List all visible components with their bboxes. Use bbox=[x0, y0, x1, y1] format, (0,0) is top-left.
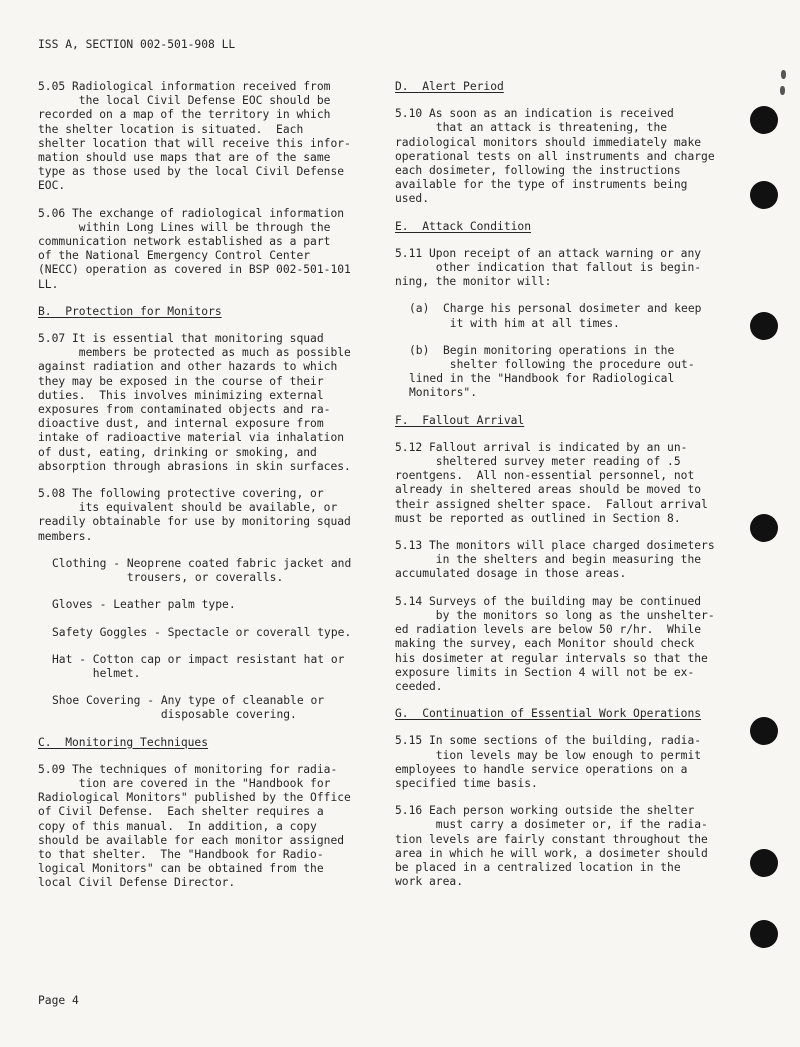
page-footer: Page 4 bbox=[38, 994, 79, 1007]
text-line: each dosimeter, following the instructions bbox=[395, 164, 681, 178]
section-heading-text: D. Alert Period bbox=[395, 80, 504, 93]
section-heading bbox=[395, 80, 735, 94]
text-line: mation should use maps that are of the same bbox=[38, 151, 331, 165]
paragraph bbox=[395, 595, 735, 694]
paragraph bbox=[395, 107, 735, 206]
text-line: tion levels may be low enough to permit bbox=[395, 748, 702, 762]
paragraph bbox=[395, 539, 735, 582]
punch-hole bbox=[750, 920, 778, 948]
text-line: employees to handle service operations on a bbox=[395, 762, 688, 776]
text-line: (a) Charge his personal dosimeter and keep bbox=[409, 302, 702, 316]
text-line: by the monitors so long as the unshelter- bbox=[395, 608, 715, 622]
list-item bbox=[52, 626, 378, 640]
paragraph bbox=[395, 804, 735, 889]
text-line: EOC. bbox=[38, 179, 66, 193]
paragraph bbox=[38, 80, 378, 194]
text-line: Shoe Covering - Any type of cleanable or bbox=[52, 694, 325, 708]
section-heading-text: G. Continuation of Essential Work Operations bbox=[395, 707, 702, 721]
text-line: exposure limits in Section 4 will not be ex- bbox=[395, 665, 695, 679]
text-line: (b) Begin monitoring operations in the bbox=[409, 343, 675, 357]
text-line: trousers, or coveralls. bbox=[52, 571, 284, 585]
text-line: his dosimeter at regular intervals so that the bbox=[395, 651, 708, 665]
left-column bbox=[38, 80, 378, 904]
text-line: making the survey, each Monitor should check bbox=[395, 637, 695, 651]
paragraph bbox=[38, 763, 378, 891]
text-line: 5.05 Radiological information received from bbox=[38, 80, 331, 93]
text-line: Clothing - Neoprene coated fabric jacket and bbox=[52, 556, 352, 570]
text-line: lined in the "Handbook for Radiological bbox=[409, 372, 675, 386]
list-item bbox=[409, 344, 735, 401]
text-line: roentgens. All non-essential personnel, not bbox=[395, 469, 695, 483]
page-header: ISS A, SECTION 002-501-908 LL bbox=[38, 38, 236, 51]
text-line: recorded on a map of the territory in which bbox=[38, 108, 331, 122]
text-line: copy of this manual. In addition, a copy bbox=[38, 819, 317, 833]
text-line: communication network established as a part bbox=[38, 235, 331, 249]
text-line: be placed in a centralized location in the bbox=[395, 860, 681, 874]
text-line: duties. This involves minimizing external bbox=[38, 388, 324, 402]
text-line: against radiation and other hazards to which bbox=[38, 360, 338, 374]
section-heading bbox=[395, 707, 735, 721]
text-line: in the shelters and begin measuring the bbox=[395, 553, 702, 567]
text-line: should be available for each monitor assigned bbox=[38, 833, 345, 847]
text-line: its equivalent should be available, or bbox=[38, 501, 338, 515]
text-line: Safety Goggles - Spectacle or coverall type. bbox=[52, 625, 352, 639]
text-line: 5.14 Surveys of the building may be continued bbox=[395, 594, 702, 608]
text-line: available for the type of instruments being bbox=[395, 178, 688, 192]
text-line: used. bbox=[395, 192, 430, 206]
text-line: area in which he will work, a dosimeter should bbox=[395, 846, 708, 860]
text-line: that an attack is threatening, the bbox=[395, 121, 668, 135]
text-line: the local Civil Defense EOC should be bbox=[38, 94, 331, 108]
punch-hole bbox=[750, 312, 778, 340]
text-line: members be protected as much as possible bbox=[38, 346, 351, 360]
text-line: specified time basis. bbox=[395, 776, 538, 790]
text-line: to that shelter. The "Handbook for Radio- bbox=[38, 847, 324, 861]
text-line: of the National Emergency Control Center bbox=[38, 249, 311, 263]
punch-hole bbox=[750, 717, 778, 745]
section-heading bbox=[38, 305, 378, 319]
text-line: 5.07 It is essential that monitoring squad bbox=[38, 332, 324, 346]
text-line: Radiological Monitors" published by the Office bbox=[38, 791, 351, 805]
text-line: other indication that fallout is begin- bbox=[395, 261, 702, 275]
list-item bbox=[52, 557, 378, 585]
text-line: members. bbox=[38, 529, 93, 543]
text-line: readily obtainable for use by monitoring squad bbox=[38, 515, 351, 529]
text-line: radiological monitors should immediately make bbox=[395, 135, 702, 149]
text-line: must be reported as outlined in Section 8. bbox=[395, 511, 681, 525]
text-line: 5.12 Fallout arrival is indicated by an un- bbox=[395, 440, 688, 454]
text-line: Gloves - Leather palm type. bbox=[52, 598, 236, 612]
section-heading bbox=[38, 736, 378, 750]
text-line: 5.16 Each person working outside the shelter bbox=[395, 804, 695, 818]
paragraph bbox=[395, 441, 735, 526]
paper-speck bbox=[781, 70, 786, 79]
text-line: shelter following the procedure out- bbox=[409, 358, 695, 372]
paragraph bbox=[38, 207, 378, 292]
text-line: tion levels are fairly constant throughout the bbox=[395, 832, 708, 846]
list-item bbox=[52, 694, 378, 722]
text-line: the shelter location is situated. Each bbox=[38, 122, 304, 136]
list-item bbox=[52, 653, 378, 681]
text-line: must carry a dosimeter or, if the radia- bbox=[395, 818, 708, 832]
text-line: local Civil Defense Director. bbox=[38, 876, 236, 890]
paragraph bbox=[395, 247, 735, 290]
section-heading bbox=[395, 220, 735, 234]
text-line: Monitors". bbox=[409, 386, 478, 400]
text-line: work area. bbox=[395, 875, 464, 889]
text-line: sheltered survey meter reading of .5 bbox=[395, 455, 681, 469]
text-line: 5.13 The monitors will place charged dosimeters bbox=[395, 539, 715, 553]
punch-hole bbox=[750, 849, 778, 877]
text-line: within Long Lines will be through the bbox=[38, 220, 331, 234]
text-line: ed radiation levels are below 50 r/hr. While bbox=[395, 623, 702, 637]
section-heading-text: C. Monitoring Techniques bbox=[38, 735, 209, 749]
text-line: ceeded. bbox=[395, 679, 443, 693]
section-heading bbox=[395, 414, 735, 428]
section-heading-text: B. Protection for Monitors bbox=[38, 304, 222, 318]
text-line: it with him at all times. bbox=[409, 316, 620, 330]
paragraph bbox=[395, 734, 735, 791]
text-line: 5.10 As soon as an indication is received bbox=[395, 107, 674, 121]
paragraph bbox=[38, 487, 378, 544]
text-line: they may be exposed in the course of their bbox=[38, 374, 324, 388]
text-line: already in sheltered areas should be moved to bbox=[395, 483, 702, 497]
paragraph bbox=[38, 332, 378, 474]
text-line: operational tests on all instruments and charge bbox=[395, 149, 715, 163]
text-line: 5.06 The exchange of radiological information bbox=[38, 206, 345, 220]
text-line: ning, the monitor will: bbox=[395, 275, 552, 289]
text-line: tion are covered in the "Handbook for bbox=[38, 776, 331, 790]
punch-hole bbox=[750, 514, 778, 542]
text-line: (NECC) operation as covered in BSP 002-501-101 bbox=[38, 263, 351, 277]
text-line: absorption through abrasions in skin surfaces. bbox=[38, 459, 351, 473]
text-line: logical Monitors" can be obtained from the bbox=[38, 862, 324, 876]
list-item bbox=[52, 598, 378, 612]
punch-hole bbox=[750, 106, 778, 134]
list-item bbox=[409, 302, 735, 330]
text-line: dioactive dust, and internal exposure from bbox=[38, 417, 324, 431]
text-line: of Civil Defense. Each shelter requires a bbox=[38, 805, 324, 819]
right-column bbox=[395, 80, 735, 902]
section-heading-text: E. Attack Condition bbox=[395, 219, 532, 233]
text-line: disposable covering. bbox=[52, 708, 297, 722]
punch-hole bbox=[750, 181, 778, 209]
text-line: exposures from contaminated objects and ra- bbox=[38, 403, 331, 417]
text-line: 5.09 The techniques of monitoring for radia- bbox=[38, 762, 338, 776]
text-line: of dust, eating, drinking or smoking, and bbox=[38, 445, 317, 459]
text-line: LL. bbox=[38, 277, 59, 291]
text-line: helmet. bbox=[52, 666, 141, 680]
text-line: 5.11 Upon receipt of an attack warning or any bbox=[395, 246, 702, 260]
text-line: shelter location that will receive this infor- bbox=[38, 136, 351, 150]
text-line: 5.08 The following protective covering, or bbox=[38, 487, 324, 501]
text-line: 5.15 In some sections of the building, radia- bbox=[395, 734, 702, 748]
text-line: accumulated dosage in those areas. bbox=[395, 567, 627, 581]
section-heading-text: F. Fallout Arrival bbox=[395, 413, 525, 427]
text-line: their assigned shelter space. Fallout arrival bbox=[395, 497, 708, 511]
text-line: intake of radioactive material via inhalation bbox=[38, 431, 345, 445]
paper-speck bbox=[780, 86, 785, 95]
text-line: Hat - Cotton cap or impact resistant hat or bbox=[52, 652, 345, 666]
text-line: type as those used by the local Civil Defense bbox=[38, 165, 345, 179]
